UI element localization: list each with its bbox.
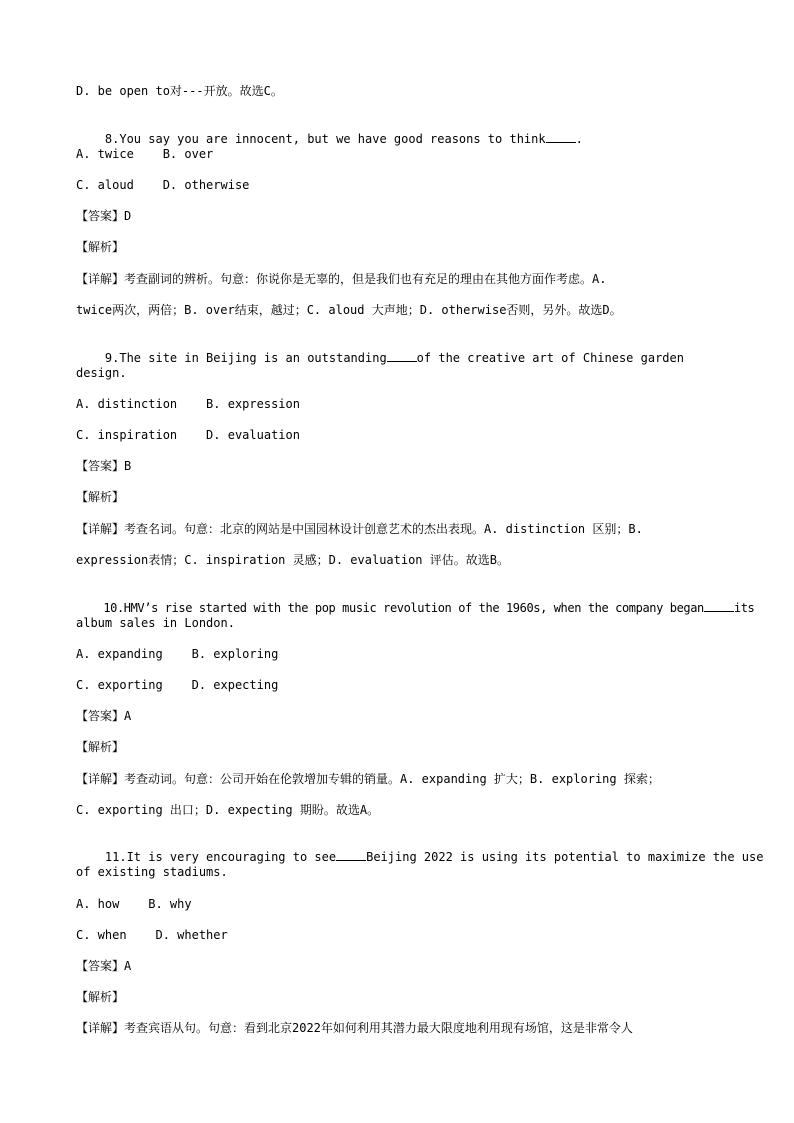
option-line: A. distinction B. expression bbox=[76, 397, 300, 411]
option-line: C. inspiration D. evaluation bbox=[76, 428, 300, 442]
explanation-line: 【详解】考查名词。句意：北京的网站是中国园林设计创意艺术的杰出表现。A. distinction 区别；B. bbox=[76, 522, 643, 536]
question-8 bbox=[76, 115, 734, 146]
question-text-end: . bbox=[575, 132, 583, 146]
explanation-line: 【详解】考查副词的辨析。句意：你说你是无辜的，但是我们也有充足的理由在其他方面作考虑。A. bbox=[76, 272, 607, 286]
answer-label: 【答案】A bbox=[76, 959, 132, 973]
explanation-line: 【详解】考查动词。句意：公司开始在伦敦增加专辑的销量。A. expanding 扩大；B. exploring 探索； bbox=[76, 772, 660, 786]
answer-label: 【答案】A bbox=[76, 709, 132, 723]
question-9 bbox=[76, 334, 734, 365]
text-line: album sales in London. bbox=[76, 616, 235, 630]
explanation-line: expression表情；C. inspiration 灵感；D. evaluation 评估。故选B。 bbox=[76, 553, 509, 567]
explanation-line: 【详解】考查宾语从句。句意：看到北京2022年如何利用其潜力最大限度地利用现有场馆，这是非常令人 bbox=[76, 1021, 633, 1035]
option-line: A. twice B. over bbox=[76, 147, 214, 161]
question-text-end: of the creative art of Chinese garden bbox=[416, 351, 684, 365]
question-11 bbox=[76, 833, 764, 864]
option-line: A. expanding B. exploring bbox=[76, 647, 279, 661]
answer-blank bbox=[336, 850, 366, 861]
question-text-end: its bbox=[733, 601, 755, 615]
explanation-line: twice两次，两倍；B. over结束，越过；C. aloud 大声地；D. otherwise否则，另外。故选D。 bbox=[76, 303, 622, 317]
text-line: D. be open to对---开放。故选C。 bbox=[76, 84, 283, 98]
text-line: design. bbox=[76, 366, 127, 380]
answer-blank bbox=[546, 132, 576, 143]
question-text: 9.The site in Beijing is an outstanding bbox=[104, 351, 387, 365]
explanation-line: C. exporting 出口；D. expecting 期盼。故选A。 bbox=[76, 803, 380, 817]
option-line: C. when D. whether bbox=[76, 928, 228, 942]
analysis-label: 【解析】 bbox=[76, 490, 125, 504]
answer-label: 【答案】D bbox=[76, 209, 132, 223]
answer-label: 【答案】B bbox=[76, 459, 132, 473]
option-line: C. aloud D. otherwise bbox=[76, 178, 250, 192]
question-10 bbox=[76, 584, 755, 615]
option-line: C. exporting D. expecting bbox=[76, 678, 279, 692]
answer-blank bbox=[704, 601, 734, 612]
question-text: 11.It is very encouraging to see bbox=[104, 850, 337, 864]
answer-blank bbox=[387, 351, 417, 362]
question-text-end: Beijing 2022 is using its potential to maximize the use bbox=[366, 850, 764, 864]
text-line: of existing stadiums. bbox=[76, 865, 228, 879]
question-text: 10.HMV’s rise started with the pop music revolution of the 1960s, when the company began bbox=[103, 601, 704, 615]
analysis-label: 【解析】 bbox=[76, 990, 125, 1004]
analysis-label: 【解析】 bbox=[76, 240, 125, 254]
question-text: 8.You say you are innocent, but we have good reasons to think bbox=[104, 132, 546, 146]
analysis-label: 【解析】 bbox=[76, 740, 125, 754]
option-line: A. how B. why bbox=[76, 897, 192, 911]
